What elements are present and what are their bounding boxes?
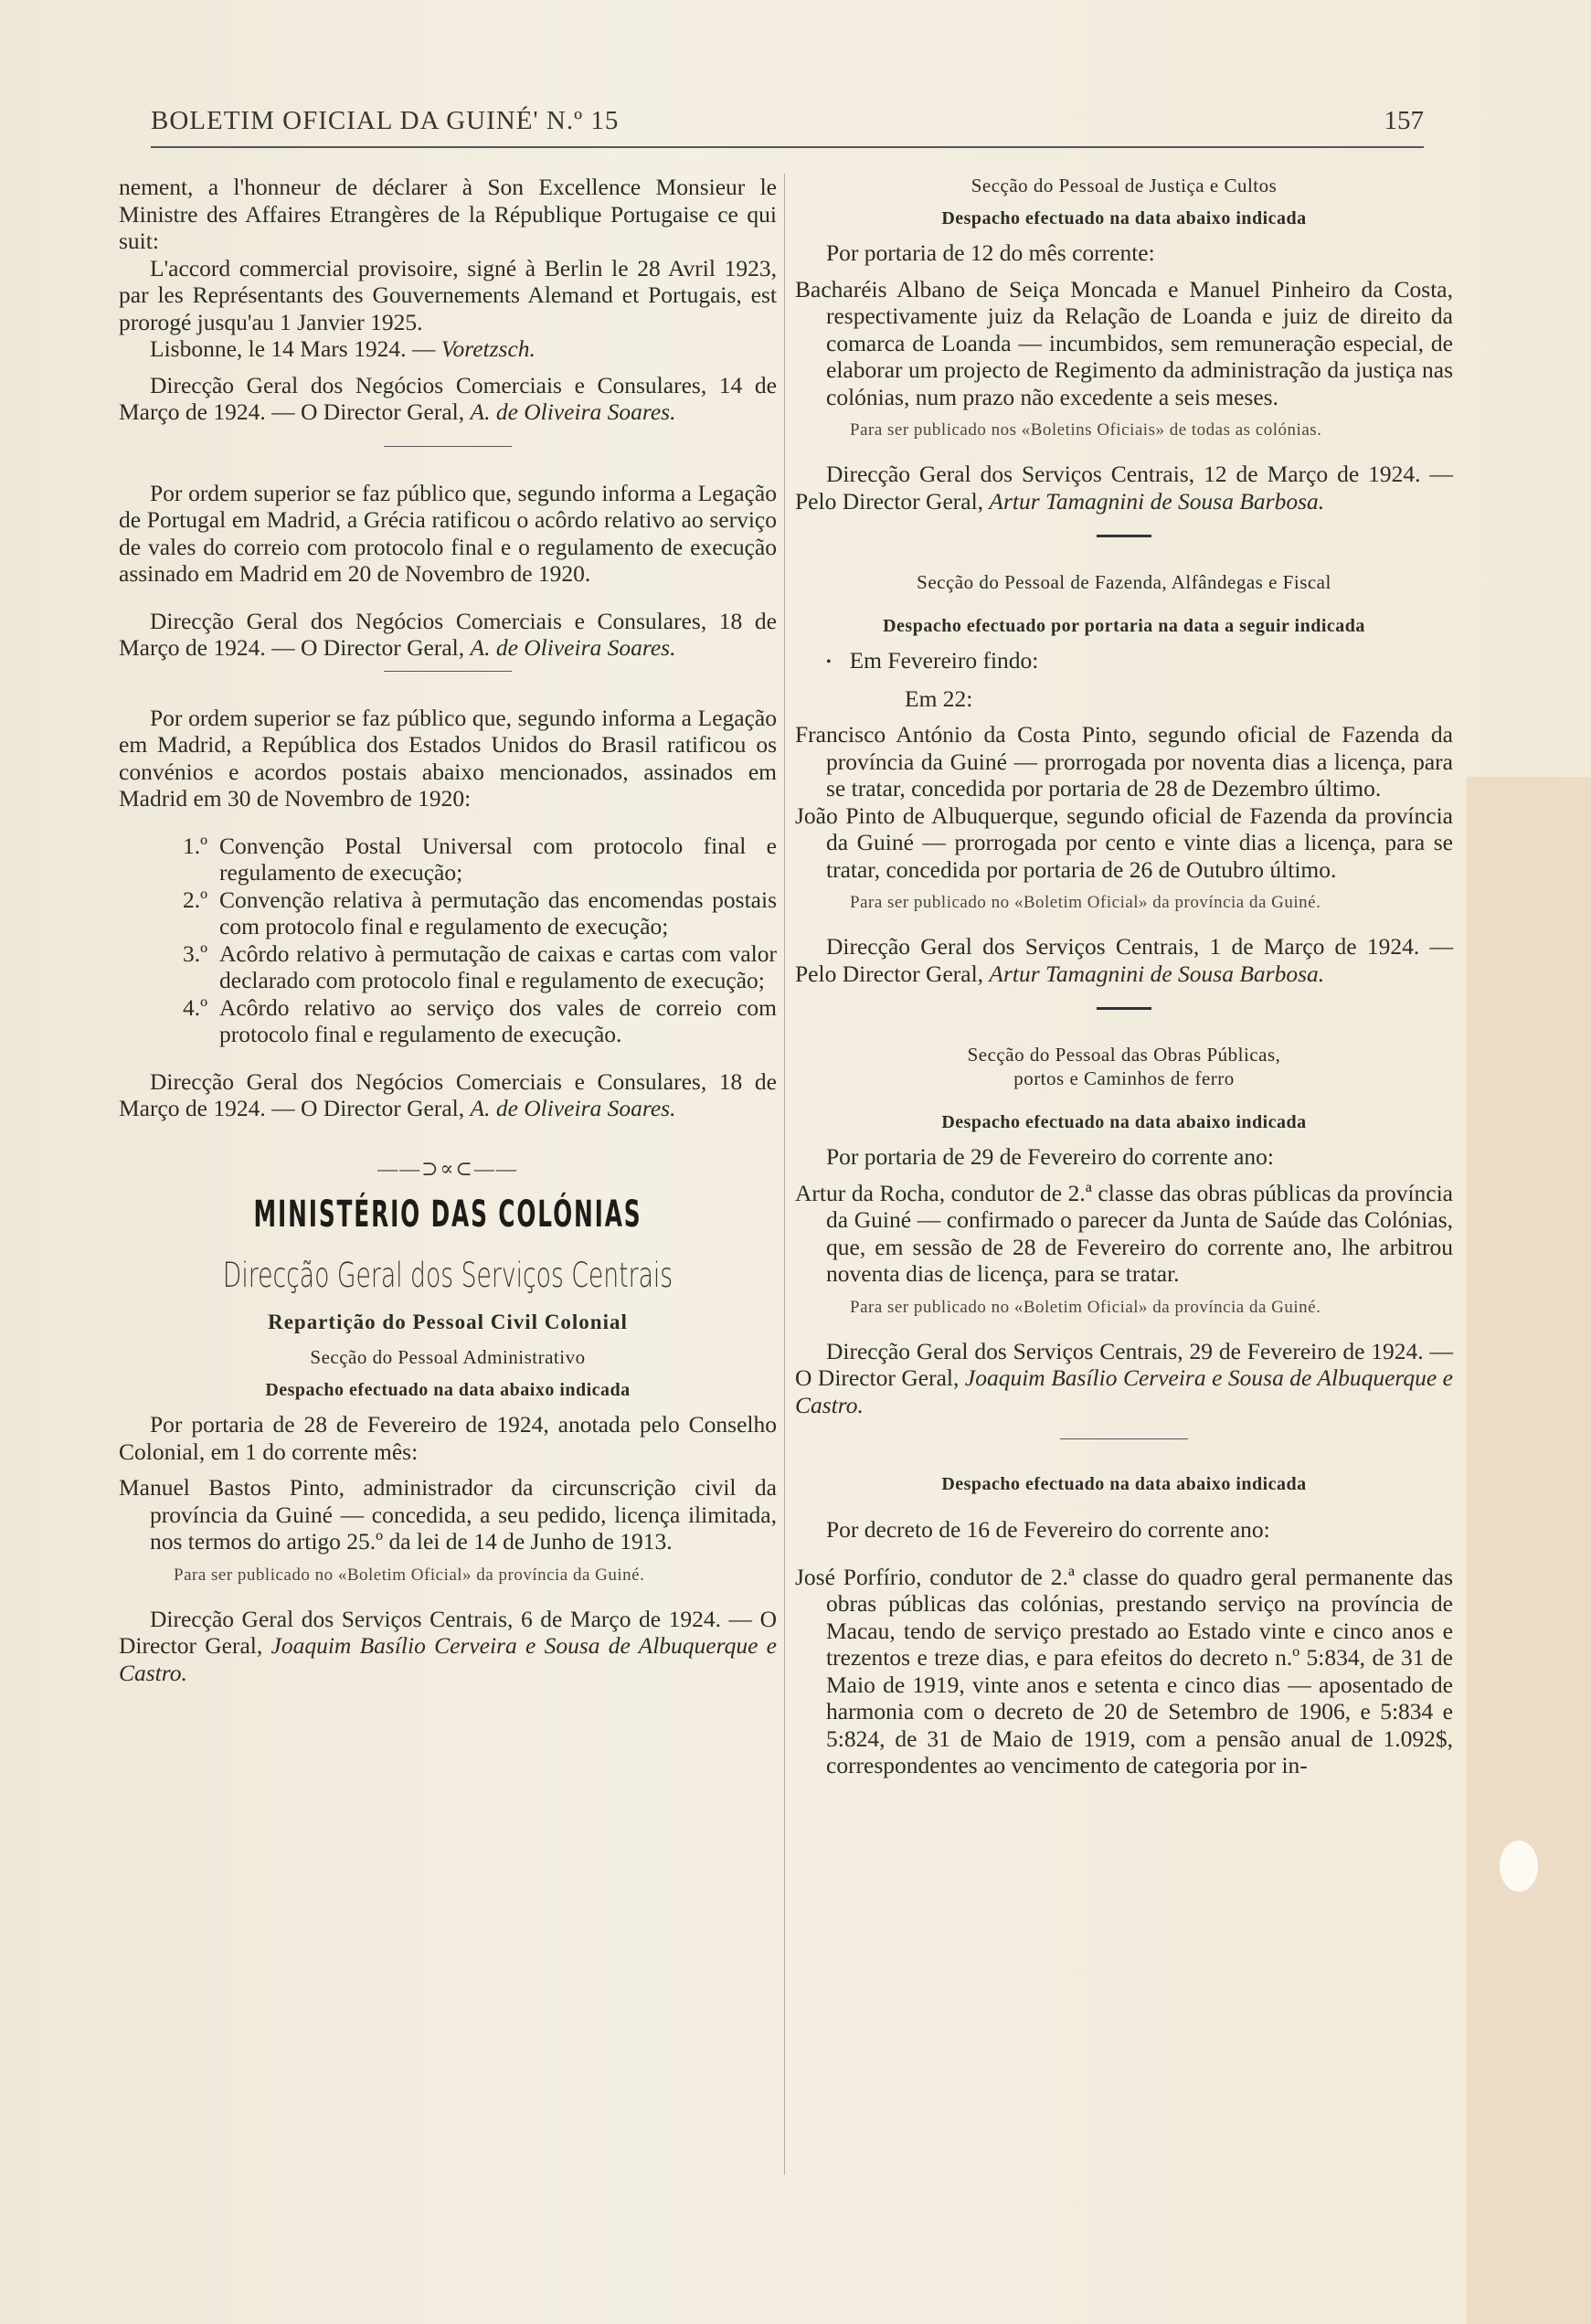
section-heading: Secção do Pessoal das Obras Públicas, [967, 1044, 1281, 1066]
signature: Direcção Geral dos Serviços Centrais, 1 de Março de 1924. — Pelo Director Geral, Artur Tamagnini de Sousa Barbosa. [795, 933, 1453, 987]
left-column [119, 174, 777, 1686]
publication-note: Para ser publicado no «Boletim Oficial» da província da Guiné. [850, 893, 1321, 913]
despacho-heading: Despacho efectuado na data abaixo indicada [941, 1112, 1307, 1133]
header-rule [151, 146, 1424, 148]
paper-hole [1500, 1841, 1538, 1892]
list-item: 2.º Convenção relativa à permutação das encomendas postais com protocolo final e regulamento de execução; [183, 886, 777, 939]
signature: Direcção Geral dos Negócios Comerciais e Consulares, 18 de Março de 1924. — O Director Geral, A. de Oliveira Soares. [119, 607, 777, 661]
signature: Direcção Geral dos Serviços Centrais, 29 de Fevereiro de 1924. — O Director Geral, Joaquim Basílio Cerveira e Sousa de Albuquerque e Castro. [795, 1337, 1454, 1418]
directorate-title: Direcção Geral dos Serviços Centrais [222, 1255, 674, 1295]
entry: Manuel Bastos Pinto, administrador da circunscrição civil da província da Guiné — concedida, a seu pedido, licença ilimitada, nos termos do artigo 25.º da lei de 14 de Junho de 1913. [119, 1474, 777, 1555]
ornament: ——⊃∝⊂—— [377, 1156, 518, 1180]
paragraph: Por portaria de 29 de Fevereiro do corrente ano: [826, 1143, 1274, 1171]
paragraph: Por ordem superior se faz público que, segundo informa a Legação em Madrid, a República dos Estados Unidos do Brasil ratificou os convénios e acordos postais abaixo mencionados, assinados em Madrid em 30 de Novembro de 1920: [119, 704, 777, 812]
despacho-heading: Despacho efectuado na data abaixo indicada [265, 1380, 631, 1400]
right-column [795, 174, 1453, 1779]
paragraph: Por decreto de 16 de Fevereiro do corrente ano: [826, 1516, 1270, 1544]
section-heading: portos e Caminhos de ferro [1013, 1067, 1235, 1090]
paragraph: Por portaria de 12 do mês corrente: [826, 239, 1155, 266]
running-header [151, 102, 1424, 148]
paragraph: Lisbonne, le 14 Mars 1924. — Voretzsch. [150, 335, 536, 362]
entry: Francisco António da Costa Pinto, segundo oficial de Fazenda da província da Guiné — prorrogada por noventa dias a licença, para se tratar, concedida por portaria de 28 de Dezembro último. [795, 721, 1453, 802]
list-item: 1.º Convenção Postal Universal com protocolo final e regulamento de execução; [183, 832, 777, 886]
paragraph: L'accord commercial provisoire, signé à Berlin le 28 Avril 1923, par les Représentants des Gouvernements Alemand et Portugais, est prorogé jusqu'au 1 Janvier 1925. [119, 254, 777, 335]
repartition-heading: Repartição do Pessoal Civil Colonial [268, 1311, 628, 1333]
signature: Direcção Geral dos Negócios Comerciais e Consulares, 14 de Março de 1924. — O Director Geral, A. de Oliveira Soares. [119, 371, 777, 425]
paragraph: Por ordem superior se faz público que, segundo informa a Legação de Portugal em Madrid, a Grécia ratificou o acôrdo relativo ao serviço de vales do correio com protocolo final e o regulamento de execução assinado em Madrid em 20 de Novembro de 1920. [119, 479, 777, 587]
column-divider [784, 174, 785, 2175]
paragraph: Em 22: [905, 684, 973, 712]
running-title: BOLETIM OFICIAL DA GUINÉ' N.º 15 [151, 106, 620, 135]
signature: Direcção Geral dos Negócios Comerciais e Consulares, 18 de Março de 1924. — O Director Geral, A. de Oliveira Soares. [119, 1067, 777, 1121]
despacho-heading: Despacho efectuado por portaria na data a seguir indicada [883, 616, 1365, 636]
paragraph: Por portaria de 28 de Fevereiro de 1924, anotada pelo Conselho Colonial, em 1 do corrente mês: [119, 1411, 777, 1465]
entry: Bacharéis Albano de Seiça Moncada e Manuel Pinheiro da Costa, respectivamente juiz da Relação de Loanda e juiz de direito da comarca de Loanda — incumbidos, sem remuneração especial, de elaborar um projecto de Regimento da administração da justiça nas colónias, num prazo não excedente a seis meses. [795, 275, 1453, 410]
bullet-icon: • [826, 654, 832, 671]
paragraph: • Em Fevereiro findo: [826, 647, 1039, 674]
signature: Direcção Geral dos Serviços Centrais, 6 de Março de 1924. — O Director Geral, Joaquim Basílio Cerveira e Sousa de Albuquerque e Castro. [119, 1605, 777, 1686]
ministry-title: MINISTÉRIO DAS COLÓNIAS [253, 1194, 642, 1236]
publication-note: Para ser publicado no «Boletim Oficial» da província da Guiné. [174, 1565, 645, 1585]
entry: Artur da Rocha, condutor de 2.ª classe das obras públicas da província da Guiné — confirmado o parecer da Junta de Saúde das Colónias, que, em sessão de 28 de Fevereiro do corrente ano, lhe arbitrou noventa dias de licença, para se tratar. [795, 1179, 1453, 1288]
despacho-heading: Despacho efectuado na data abaixo indicada [941, 208, 1307, 228]
section-heading: Secção do Pessoal Administrativo [310, 1346, 586, 1368]
paper-edge-shade [1467, 777, 1591, 2324]
section-heading: Secção do Pessoal de Fazenda, Alfândegas e Fiscal [917, 571, 1331, 593]
paragraph: nement, a l'honneur de déclarer à Son Excellence Monsieur le Ministre des Affaires Etrangères de la République Portugaise ce qui suit: [119, 174, 777, 254]
section-heading: Secção do Pessoal de Justiça e Cultos [971, 175, 1278, 196]
signature: Direcção Geral dos Serviços Centrais, 12 de Março de 1924. — Pelo Director Geral, Artur Tamagnini de Sousa Barbosa. [795, 461, 1453, 515]
entry: José Porfírio, condutor de 2.ª classe do quadro geral permanente das obras públicas das colónias, prestando serviço na província de Macau, tendo de serviço prestado ao Estado vinte e cinco anos e trezentos e treze dias, e para efeitos do decreto n.º 5:834, de 31 de Maio de 1919, vinte anos e setenta e cinco dias — aposentado de harmonia com o decreto de 20 de Setembro de 1906, e 5:834 e 5:824, de 31 de Maio de 1919, com a pensão anual de 1.092$, correspondentes ao vencimento de categoria por in- [795, 1563, 1453, 1779]
entry: João Pinto de Albuquerque, segundo oficial de Fazenda da província da Guiné — prorrogada por cento e vinte dias a licença, para se tratar, concedida por portaria de 26 de Outubro último. [795, 801, 1453, 883]
list-item: 4.º Acôrdo relativo ao serviço dos vales de correio com protocolo final e regulamento de execução. [183, 993, 777, 1047]
publication-note: Para ser publicado nos «Boletins Oficiais» de todas as colónias. [850, 420, 1322, 440]
list-item: 3.º Acôrdo relativo à permutação de caixas e cartas com valor declarado com protocolo final e regulamento de execução; [183, 939, 777, 993]
publication-note: Para ser publicado no «Boletim Oficial» da província da Guiné. [850, 1297, 1321, 1317]
page-number: 157 [1384, 106, 1424, 135]
despacho-heading: Despacho efectuado na data abaixo indicada [941, 1474, 1307, 1495]
